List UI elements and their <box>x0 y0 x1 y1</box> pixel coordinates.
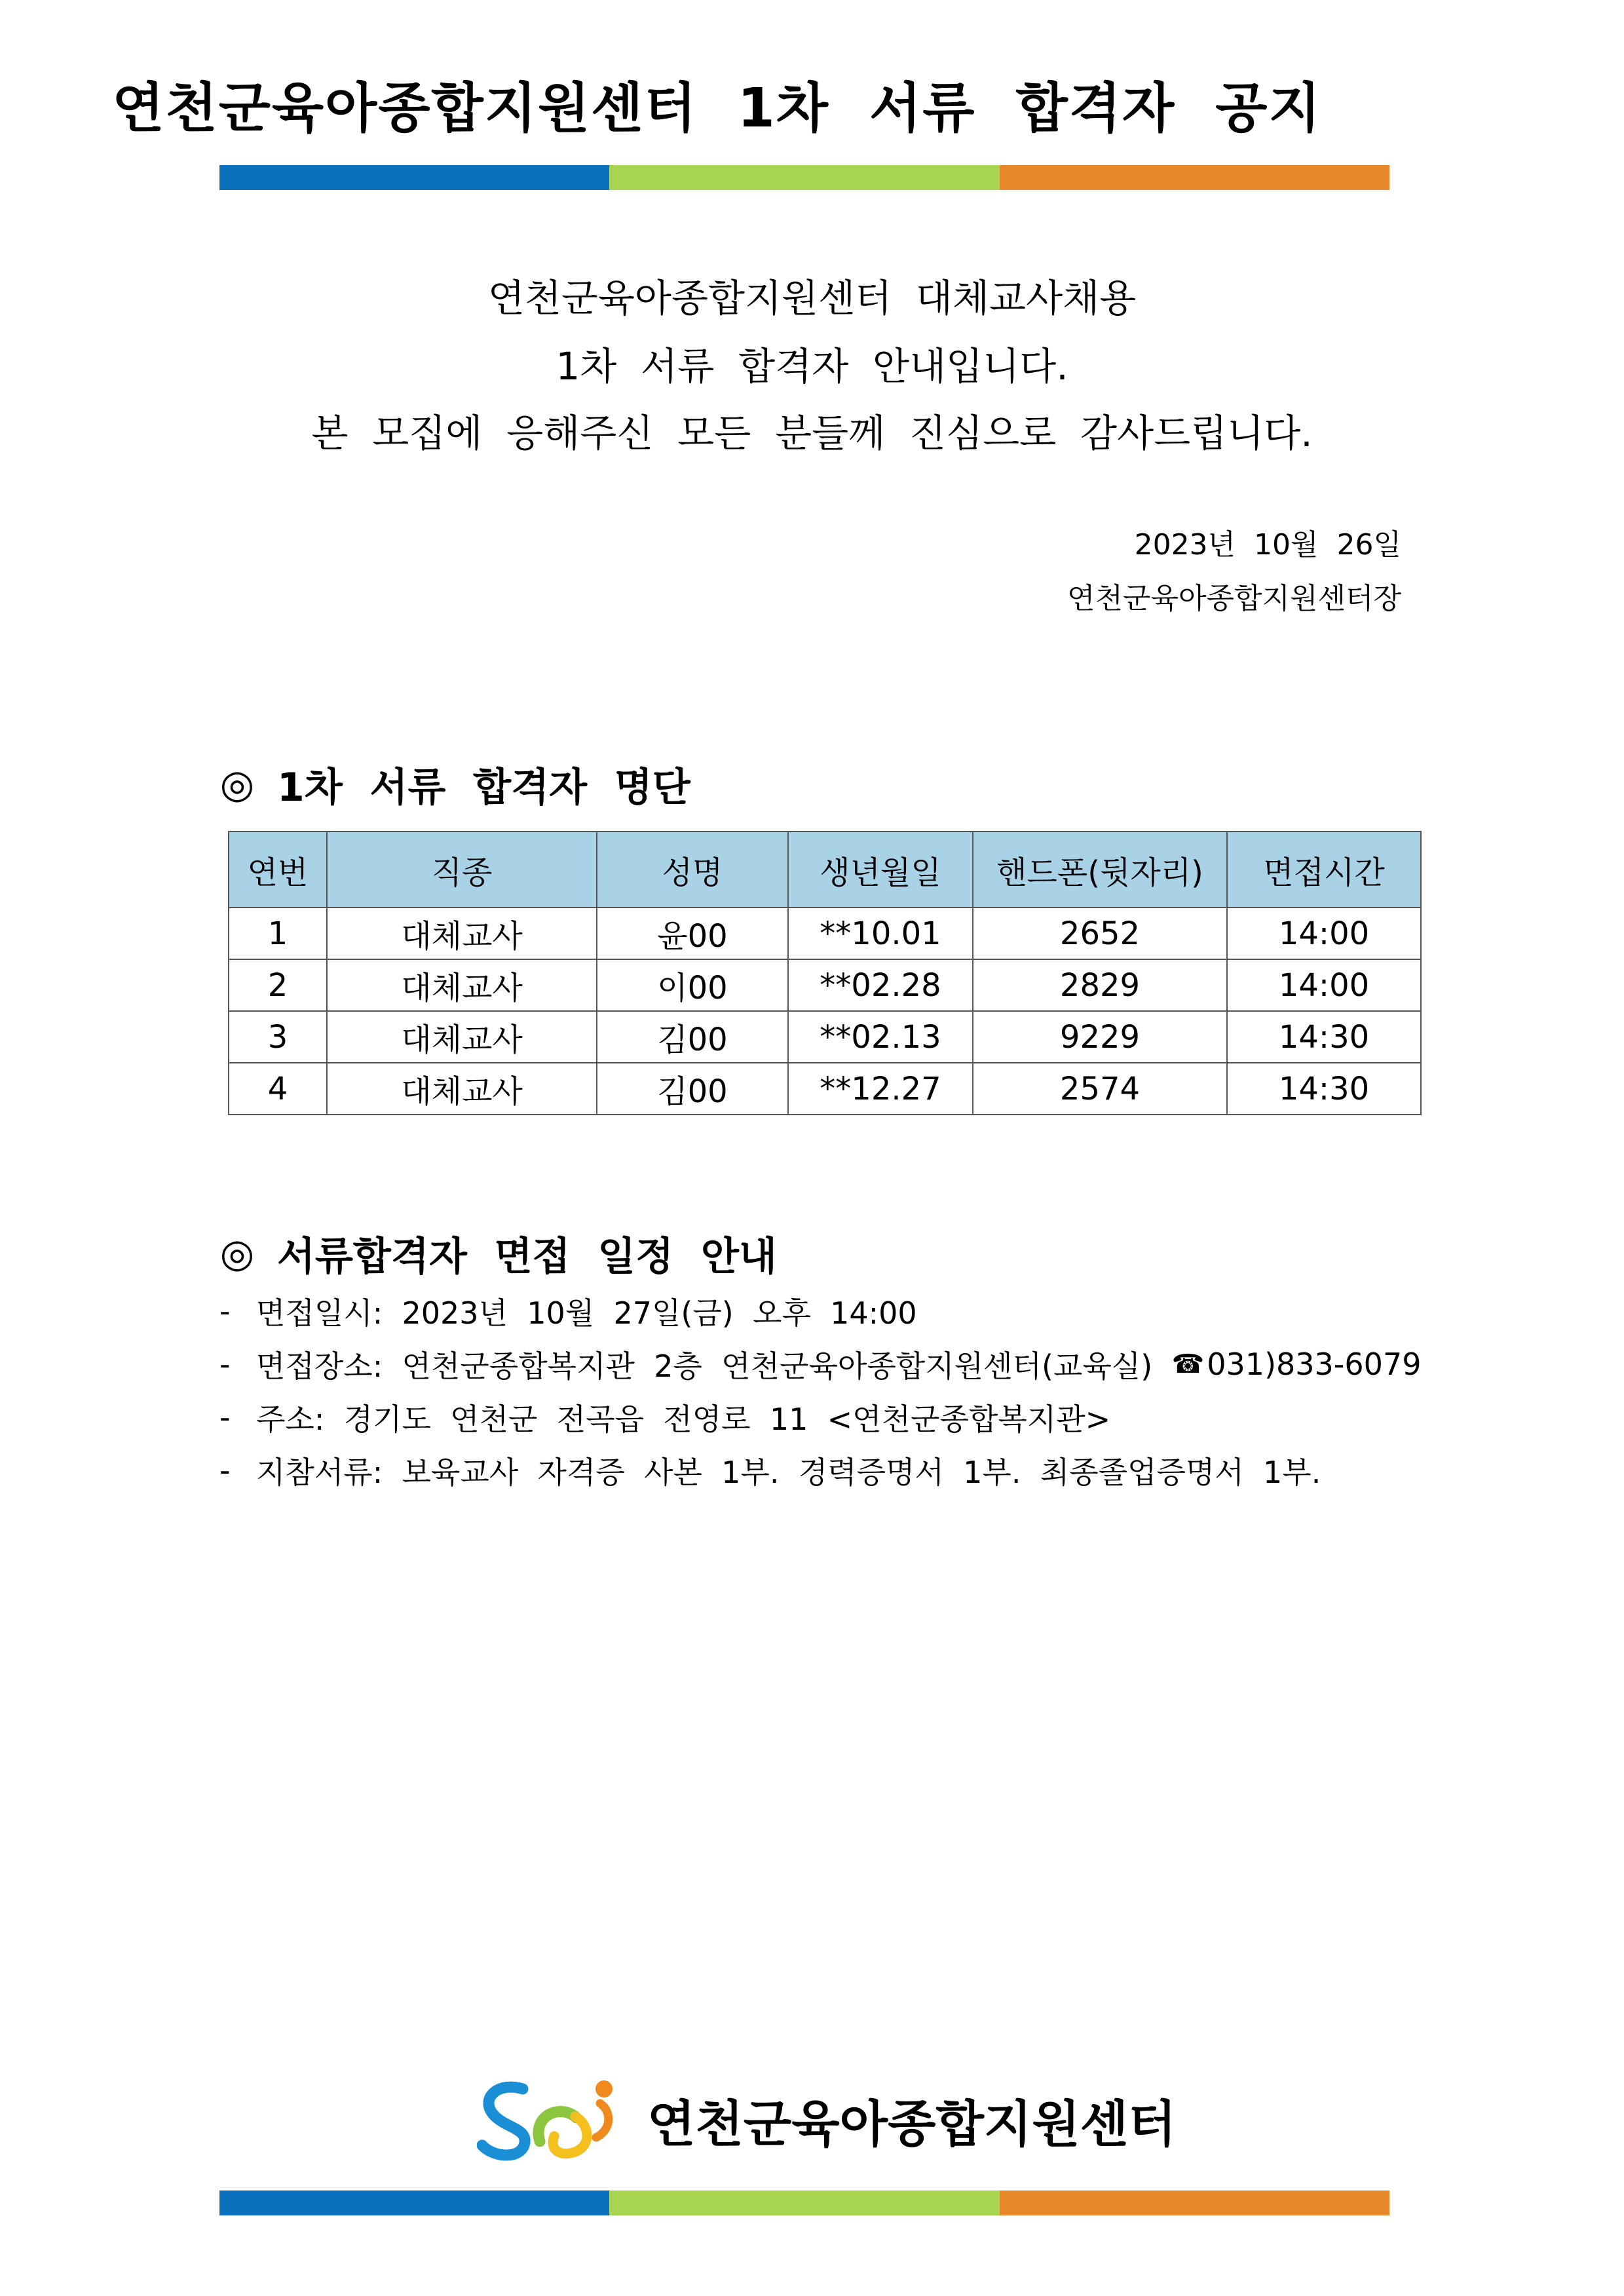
notice-date: 2023년 10월 26일 <box>1134 528 1401 562</box>
header-cell-interview-time: 면접시간 <box>1227 832 1421 908</box>
phone-icon: ☎ <box>1171 1349 1205 1379</box>
cell-birthdate: **10.01 <box>788 908 973 959</box>
list-item-interview-place <box>219 1337 1421 1390</box>
list-item-address <box>219 1390 1421 1444</box>
center-emblem-icon <box>477 2077 621 2162</box>
cell-job: 대체교사 <box>327 1011 597 1063</box>
dash-bullet: - <box>219 1452 231 1488</box>
dash-bullet: - <box>219 1346 231 1382</box>
section-interview-title: 서류합격자 면접 일정 안내 <box>277 1234 777 1280</box>
table-row <box>229 908 1421 959</box>
cell-number: 2 <box>229 959 327 1011</box>
table-row <box>229 959 1421 1011</box>
header-cell-birthdate: 생년월일 <box>788 832 973 908</box>
cell-phone: 2829 <box>973 959 1227 1011</box>
double-circle-icon: ◎ <box>219 761 255 807</box>
bottom-color-bar <box>219 2191 1389 2215</box>
intro-line-3: 본 모집에 응해주신 모든 분들께 진심으로 감사드립니다. <box>311 411 1313 455</box>
color-bar-blue <box>219 165 609 190</box>
cell-job: 대체교사 <box>327 959 597 1011</box>
intro-line-2: 1차 서류 합격자 안내입니다. <box>556 344 1068 389</box>
footer-logo <box>477 2077 1177 2162</box>
cell-birthdate: **02.13 <box>788 1011 973 1063</box>
dash-bullet: - <box>219 1399 231 1435</box>
documents-label: 지참서류: <box>256 1454 383 1490</box>
color-bar-green <box>609 2191 999 2215</box>
interview-info-list <box>219 1284 1421 1497</box>
table-header-row <box>229 832 1421 908</box>
interview-place-value: 연천군종합복지관 2층 연천군육아종합지원센터(교육실) <box>402 1348 1153 1384</box>
page-title: 연천군육아종합지원센터 1차 서류 합격자 공지 <box>112 77 1322 140</box>
cell-interview-time: 14:30 <box>1227 1011 1421 1063</box>
section-roster-heading <box>219 756 690 813</box>
double-circle-icon: ◎ <box>219 1231 255 1276</box>
color-bar-blue <box>219 2191 609 2215</box>
cell-number: 4 <box>229 1063 327 1115</box>
section-interview-heading <box>219 1225 777 1282</box>
cell-phone: 2574 <box>973 1063 1227 1115</box>
interview-date-label: 면접일시: <box>256 1295 383 1331</box>
header-cell-job: 직종 <box>327 832 597 908</box>
header-cell-name: 성명 <box>597 832 788 908</box>
cell-birthdate: **12.27 <box>788 1063 973 1115</box>
color-bar-orange <box>1000 2191 1389 2215</box>
cell-name: 김00 <box>597 1063 788 1115</box>
cell-phone: 2652 <box>973 908 1227 959</box>
interview-place-label: 면접장소: <box>256 1348 383 1384</box>
signature: 연천군육아종합지원센터장 <box>1067 582 1401 615</box>
cell-phone: 9229 <box>973 1011 1227 1063</box>
table-row <box>229 1063 1421 1115</box>
cell-job: 대체교사 <box>327 908 597 959</box>
list-item-interview-date <box>219 1284 1421 1337</box>
cell-interview-time: 14:30 <box>1227 1063 1421 1115</box>
cell-interview-time: 14:00 <box>1227 959 1421 1011</box>
interview-date-value: 2023년 10월 27일(금) 오후 14:00 <box>402 1295 917 1331</box>
intro-line-1: 연천군육아종합지원센터 대체교사채용 <box>487 276 1137 320</box>
address-label: 주소: <box>256 1401 325 1437</box>
dash-bullet: - <box>219 1293 231 1329</box>
section-roster-title: 1차 서류 합격자 명단 <box>277 765 690 811</box>
list-item-documents <box>219 1444 1421 1497</box>
header-cell-phone: 핸드폰(뒷자리) <box>973 832 1227 908</box>
cell-name: 윤00 <box>597 908 788 959</box>
color-bar-green <box>609 165 999 190</box>
table-row <box>229 1011 1421 1063</box>
header-cell-number: 연번 <box>229 832 327 908</box>
cell-birthdate: **02.28 <box>788 959 973 1011</box>
footer-org-name: 연천군육아종합지원센터 <box>647 2094 1177 2153</box>
cell-number: 1 <box>229 908 327 959</box>
color-bar-orange <box>1000 165 1389 190</box>
roster-table <box>228 831 1422 1115</box>
cell-name: 이00 <box>597 959 788 1011</box>
cell-name: 김00 <box>597 1011 788 1063</box>
cell-job: 대체교사 <box>327 1063 597 1115</box>
documents-value: 보육교사 자격증 사본 1부. 경력증명서 1부. 최종졸업증명서 1부. <box>402 1454 1321 1490</box>
address-value: 경기도 연천군 전곡읍 전영로 11 <연천군종합복지관> <box>343 1401 1111 1437</box>
cell-interview-time: 14:00 <box>1227 908 1421 959</box>
top-color-bar <box>219 165 1389 190</box>
cell-number: 3 <box>229 1011 327 1063</box>
contact-phone: 031)833-6079 <box>1207 1346 1422 1382</box>
